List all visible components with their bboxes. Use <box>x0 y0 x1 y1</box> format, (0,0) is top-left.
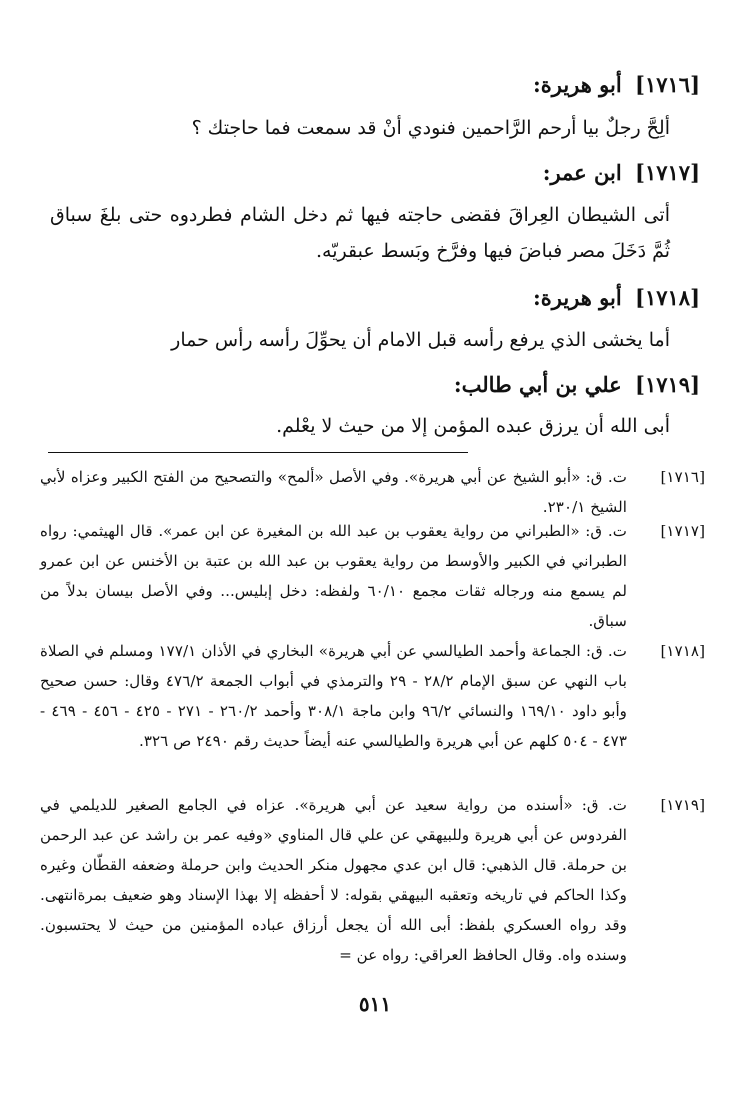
footnote-text: ت. ق: «الطبراني من رواية يعقوب بن عبد الله بن المغيرة عن ابن عمر». قال الهيثمي: رواه الطبراني في الكبير والأوسط من رواية يعقوب بن عبد الله بن عتبة بن الأخنس عن ابن عمرو لم يسمع منه ورجاله ثقات مجمع ٦٠/١٠ ولفظه: دخل إبليس... وفي الأصل بيسان بدلاً من سباق. <box>40 522 627 630</box>
footnote-text: ت. ق: الجماعة وأحمد الطيالسي عن أبي هريرة» البخاري في الأذان ١٧٧/١ ومسلم في الصلاة باب النهي عن سبق الإمام ٢٨/٢ - ٢٩ والترمذي في أبواب الجمعة ٤٧٦/٢ وقال: حسن صحيح وأبو داود ١٦٩/١٠ والنسائي ٩٦/٢ وابن ماجة ٣٠٨/١ وأحمد ٢٦٠/٢ - ٢٧١ - ٤٢٥ - ٤٥٦ - ٤٦٩ - ٤٧٣ - ٥٠٤ كلهم عن أبي هريرة والطيالسي عنه أيضاً حديث رقم ٢٤٩٠ ص ٣٢٦. <box>40 642 628 750</box>
footnote-number: [١٧١٨] <box>660 642 705 660</box>
entry-number: [١٧١٩] <box>635 372 700 397</box>
footnote-number: [١٧١٦] <box>660 468 705 486</box>
entry-number: [١٧١٦] <box>635 72 700 97</box>
entry-number: [١٧١٧] <box>635 160 700 185</box>
entry-text: أتى الشيطان العِراقَ فقضى حاجته فيها ثم دخل الشام فطردوه حتى بلغَ سباق ثُمَّ دَخَلَ مصر فباضَ فيها وفرَّخ وبَسط عبقريّه. <box>50 204 670 262</box>
footnote-number: [١٧١٩] <box>660 796 705 814</box>
entry-heading <box>50 370 700 400</box>
footnote <box>40 462 705 522</box>
page-number: ٥١١ <box>358 992 392 1016</box>
entry-narrator: ابن عمر: <box>542 160 622 185</box>
footnote-divider <box>48 452 468 453</box>
entry-narrator: علي بن أبي طالب: <box>453 372 622 397</box>
footnote <box>40 636 705 756</box>
entry-heading <box>50 283 700 313</box>
footnote <box>40 516 705 636</box>
entry-narrator: أبو هريرة: <box>533 72 622 97</box>
footnote-text: ت. ق: «أبو الشيخ عن أبي هريرة». وفي الأصل «ألمح» والتصحيح من الفتح الكبير وعزاه لأبي الشيخ ٢٣٠/١. <box>40 468 627 516</box>
footnote-number: [١٧١٧] <box>660 522 705 540</box>
entry-text: أما يخشى الذي يرفع رأسه قبل الامام أن يحوِّلَ رأسه رأس حمار <box>171 329 670 351</box>
entry-text: أبى الله أن يرزق عبده المؤمن إلا من حيث لا يعْلم. <box>276 415 670 437</box>
entry-number: [١٧١٨] <box>635 285 700 310</box>
entry-text: ألِحَّ رجلٌ بيا أرحم الرَّاحمين فنودي أنْ قد سمعت فما حاجتك ؟ <box>191 117 670 139</box>
footnote <box>40 790 705 970</box>
entry-narrator: أبو هريرة: <box>533 285 622 310</box>
entry-heading <box>50 158 700 188</box>
footnote-text: ت. ق: «أسنده من رواية سعيد عن أبي هريرة». عزاه في الجامع الصغير للديلمي في الفردوس عن أبي هريرة وللبيهقي عن علي قال المناوي «وفيه عمر بن راشد عن عبد الرحمن بن حرملة. قال الذهبي: قال ابن عدي مجهول منكر الحديث وابن حرملة وضعفه القطّان وغيره وكذا الحاكم في تاريخه وتعقبه البيهقي بقوله: لا أحفظه إلا بهذا الإسناد وهو ضعيف بمرةانتهى. وقد رواه العسكري بلفظ: أبى الله أن يجعل أرزاق عباده المؤمنين من حيث لا يحتسبون. وسنده واه. وقال الحافظ العراقي: رواه عن = <box>40 796 627 964</box>
entry-heading <box>50 70 700 100</box>
